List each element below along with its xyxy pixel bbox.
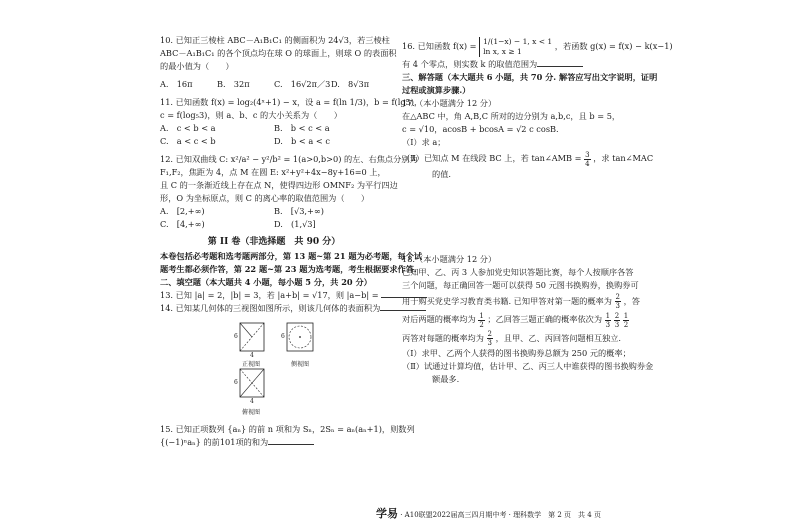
- q18-line4: [402, 310, 638, 329]
- q10-option-b: B. 32π: [217, 79, 250, 89]
- q12-options-row2: [160, 218, 388, 231]
- q17-head: 17.（本小题满分 12 分）: [402, 98, 497, 108]
- q12-option-c: C. [4,+∞): [160, 219, 205, 229]
- q11-option-d: D. b < a < c: [274, 136, 330, 146]
- top-view-width-label: 4: [250, 398, 254, 405]
- q18-frac-c2: [614, 312, 620, 329]
- q18-line1: 已知甲、乙、丙 3 人参加党史知识答题比赛，每个人按顺序各答: [402, 266, 634, 277]
- q18-line3-a: 用于购买党史学习教育类书籍. 已知甲答对第一题的概率为: [402, 295, 612, 306]
- top-view-caption: 俯视图: [242, 409, 261, 416]
- q12-options-row1: [160, 205, 388, 218]
- q16-case-2: ln x, x ≥ 1: [483, 47, 522, 56]
- q18-frac-d-den: 3: [487, 339, 492, 347]
- q18-frac-b-num: 1: [479, 311, 484, 320]
- q16-line2: [402, 58, 638, 71]
- q11-option-a: A. c < b < a: [160, 123, 216, 133]
- q11-option-b: B. b < c < a: [274, 123, 330, 133]
- q18-line5-b: ，且甲、乙、丙回答问题相互独立.: [495, 332, 621, 343]
- q16-tail: ，若函数 g(x) = f(x) − k(x−1): [554, 41, 673, 51]
- q14: [160, 302, 388, 315]
- q18-frac-c2-den: 3: [614, 320, 620, 329]
- q18-frac-a-num: 2: [615, 293, 620, 301]
- side-view-caption: 侧视图: [291, 361, 310, 368]
- q14-text: 14. 已知某几何体的三视图如图所示，则该几何体的表面积为: [160, 303, 381, 313]
- q10-stem: 10. 已知正三棱柱 ABC－A₁B₁C₁ 的侧面积为 24√3，若三棱柱: [160, 35, 390, 45]
- q13: [160, 289, 388, 302]
- q18-frac-b: [478, 312, 484, 329]
- q11-stem-2: c = f(log₅3)，则 a、b、c 的大小关系为（ ）: [160, 110, 342, 120]
- left-column: [160, 34, 423, 449]
- side-view-center: [299, 336, 301, 338]
- front-view-height-label: 6: [234, 333, 238, 340]
- q18-line5-a: 丙答对每题的概率均为: [402, 332, 484, 343]
- part2-note-2: 题考生都必须作答，第 22 题~第 23 题为选考题，考生根据要求作答.: [160, 264, 417, 274]
- q16-lead: 16. 已知函数 f(x) =: [402, 41, 477, 51]
- q17-frac-num: 3: [585, 150, 590, 159]
- q17-line2: c = √10，acosB + bcosA = √2 c cosB.: [402, 124, 559, 134]
- q18-head: 18.（本小题满分 12 分）: [402, 253, 497, 264]
- q15-text-2: {(−1)ⁿaₙ} 的前101项的和为: [160, 437, 269, 447]
- q18-frac-c3-num: 1: [623, 311, 629, 320]
- q15-answer-blank: [268, 436, 314, 445]
- q18-frac-c1-den: 3: [605, 320, 611, 329]
- front-view-caption: 正视图: [242, 361, 261, 368]
- q15-text: 15. 已知正项数列 {aₙ} 的前 n 项和为 Sₙ，2Sₙ = aₙ(aₙ+1)，则数列: [160, 424, 415, 434]
- q11-options-row1: [160, 122, 388, 135]
- q12-stem-3: 且 C 的一条渐近线上存在点 N，使得四边形 OMNF₂ 为平行四边: [160, 180, 398, 190]
- q15-line2: [160, 436, 388, 449]
- q10-option-c: C. 16√2π／3: [274, 79, 331, 89]
- q18-line4-a: 对后两题的概率均为: [402, 314, 476, 324]
- q18-frac-c2-num: 2: [614, 311, 620, 320]
- q18-line2: 三个问题，每正确回答一题可以获得 50 元图书换购券，换购券可: [402, 279, 639, 290]
- q11-options-row2: [160, 135, 388, 148]
- q11-stem: 11. 已知函数 f(x) = log₂(4ˣ+1) − x，设 a = f(ln 1/3)，b = f(lg5)，: [160, 97, 423, 107]
- q18-frac-c1: [605, 312, 611, 329]
- q17-part2-b: ，求 tan∠MAC: [593, 153, 654, 163]
- q18-frac-b-den: 2: [479, 320, 484, 329]
- q18-frac-c3: [623, 312, 629, 329]
- q17-frac-den: 4: [585, 159, 590, 168]
- q18-line4-b: ；乙回答三题正确的概率依次为: [487, 314, 603, 324]
- side-view-height-label: 6: [281, 333, 285, 340]
- three-view-figure: [160, 319, 388, 423]
- q17-part1: （Ⅰ）求 a；: [402, 137, 446, 147]
- fill-section-title: 二、填空题（本大题共 4 小题，每小题 5 分，共 20 分）: [160, 277, 372, 287]
- top-view-height-label: 6: [234, 379, 238, 386]
- part2-title: 第 II 卷（非选择题 共 90 分）: [207, 237, 341, 247]
- front-view-edge: [240, 323, 252, 337]
- q18-part1: （Ⅰ）求甲、乙两个人获得的图书换购券总额为 250 元的概率；: [402, 348, 631, 358]
- q10-stem-2: ABC－A₁B₁C₁ 的各个顶点均在球 O 的球面上，则球 O 的表面积: [160, 48, 397, 58]
- q18-part2: （Ⅱ）试通过计算均值，估计甲、乙、丙三人中谁获得的图书换购券金: [402, 361, 654, 371]
- q12-option-d: D. (1,√3]: [274, 219, 316, 229]
- q16-line1: [402, 34, 673, 58]
- q16-answer-blank: [537, 58, 583, 67]
- q11-option-c: C. a < c < b: [160, 136, 216, 146]
- q12-stem-2: F₁,F₂，焦距为 4，点 M 在圆 E: x²+y²+4x−8y+16=0 上，: [160, 167, 386, 177]
- page-footer: [376, 505, 601, 521]
- q10-option-d: D. 8√3π: [331, 79, 370, 89]
- q17-line1: 在△ABC 中，角 A,B,C 所对的边分别为 a,b,c，且 b = 5，: [402, 111, 621, 121]
- q17-part2-c: 的值.: [432, 168, 451, 179]
- front-view-width-label: 4: [250, 352, 254, 359]
- q12-option-a: A. [2,+∞): [160, 206, 205, 216]
- q17-part2-a: （Ⅱ）已知点 M 在线段 BC 上，若 tan∠AMB =: [402, 153, 582, 163]
- q18-frac-d-num: 2: [487, 330, 492, 338]
- q16-piecewise: [479, 37, 552, 57]
- q10-stem-3: 的最小值为（ ）: [160, 61, 234, 71]
- q18-line5: [402, 329, 638, 348]
- three-view-drawing: [160, 319, 388, 423]
- footer-logo: 学易: [376, 507, 398, 520]
- q16-text-2: 有 4 个零点，则实数 k 的取值范围为: [402, 59, 538, 69]
- q12-stem: 12. 已知双曲线 C: x²/a² − y²/b² = 1(a>0,b>0) 的左、右焦点分别为: [160, 154, 418, 164]
- q18-frac-a-den: 3: [615, 302, 620, 310]
- part3-title-2: 过程或演算步骤.）: [402, 85, 471, 95]
- footer-text: · A10联盟2022届高三四月期中考 · 理科数学 第 2 页 共 4 页: [400, 511, 601, 519]
- q16-case-1: 1/(1−x) − 1, x < 1: [483, 37, 553, 46]
- right-column: [402, 34, 673, 386]
- q10-option-a: A. 16π: [160, 79, 193, 89]
- part3-title: 三、解答题（本大题共 6 小题，共 70 分. 解答应写出文字说明，证明: [402, 72, 658, 82]
- q18-line3: [402, 292, 638, 311]
- q18-frac-d: [487, 330, 493, 347]
- part2-note-1: 本卷包括必考题和选考题两部分，第 13 题~第 21 题为必考题，每个试: [160, 251, 423, 261]
- q12-stem-4: 形，O 为坐标原点，则 C 的离心率的取值范围为（ ）: [160, 193, 370, 203]
- q13-text: 13. 已知 |a| = 2，|b| = 3，若 |a+b| = √17，则 |a−b| =: [160, 290, 382, 300]
- q18-frac-a: [615, 293, 621, 310]
- q17-fraction: [584, 151, 590, 168]
- q18-frac-c1-num: 1: [605, 311, 611, 320]
- q17-part2: [402, 149, 654, 168]
- q12-option-b: B. [√3,+∞): [274, 206, 324, 216]
- q10-options: [160, 78, 388, 91]
- q18-part2-b: 额最多.: [432, 374, 460, 384]
- q18-frac-c3-den: 2: [623, 320, 629, 329]
- q18-line3-b: ，答: [623, 295, 640, 306]
